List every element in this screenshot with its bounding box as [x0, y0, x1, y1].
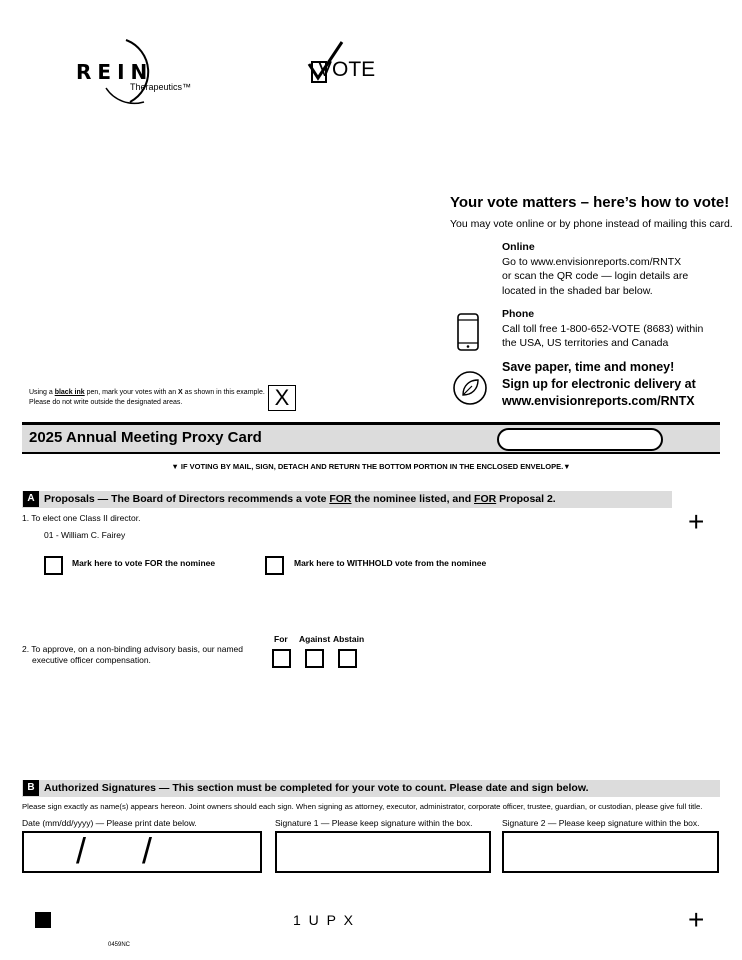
rein-subtitle: Therapeutics™: [130, 82, 192, 92]
login-oval: [497, 428, 663, 451]
online-line-1: Go to www.envisionreports.com/RNTX: [502, 255, 682, 268]
item-2-line-2: executive officer compensation.: [32, 655, 151, 665]
vote-wordmark: VOTE: [318, 58, 376, 81]
save-line-3: www.envisionreports.com/RNTX: [502, 394, 695, 408]
vote-headline: Your vote matters – here’s how to vote!: [450, 194, 730, 211]
section-a-letter: A: [23, 491, 39, 507]
vote-subline: You may vote online or by phone instead of mailing this card.: [450, 218, 733, 230]
signature-instructions: Please sign exactly as name(s) appears hereon. Joint owners should each sign. When signing as attorney, executor, administrator, corporate officer, trustee, guardian, or custodian, please give full title.: [22, 802, 703, 811]
marking-line-1: Using a black ink pen, mark your votes with an X as shown in this example.: [29, 389, 265, 396]
registration-square: [35, 912, 51, 928]
date-separator-1: /: [76, 830, 87, 871]
proposal-2-for-checkbox[interactable]: [272, 649, 291, 668]
date-separator-2: /: [142, 830, 153, 871]
save-line-1: Save paper, time and money!: [502, 360, 675, 374]
item-2-line-1: 2. To approve, on a non-binding advisory basis, our named: [22, 644, 243, 654]
section-a-title: Proposals — The Board of Directors recommends a vote FOR the nominee listed, and FOR Proposal 2.: [44, 493, 556, 505]
item-1-label: 1. To elect one Class II director.: [22, 513, 141, 523]
signature-1-label: Signature 1 — Please keep signature within the box.: [275, 818, 473, 828]
section-b-title: Authorized Signatures — This section must be completed for your vote to count. Please date and sign below.: [44, 782, 589, 794]
card-title: 2025 Annual Meeting Proxy Card: [29, 429, 262, 446]
save-block: [502, 359, 696, 410]
section-b-letter: B: [23, 780, 39, 796]
col-against-label: Against: [299, 634, 331, 644]
withhold-nominee-checkbox[interactable]: [265, 556, 284, 575]
leaf-icon: [452, 370, 488, 406]
item-2-label: [22, 644, 243, 666]
form-id: 0459NC: [108, 942, 131, 948]
plus-mark-bottom: +: [688, 904, 705, 935]
phone-block: [502, 307, 703, 351]
col-for-label: For: [274, 634, 288, 644]
proposal-2-against-checkbox[interactable]: [305, 649, 324, 668]
online-line-2: or scan the QR code — login details are: [502, 270, 689, 282]
online-block: [502, 240, 688, 298]
vote-for-nominee-checkbox[interactable]: [44, 556, 63, 575]
marking-line-2: Please do not write outside the designated areas.: [29, 399, 183, 406]
vote-logo: [306, 40, 386, 84]
plus-mark-top: +: [688, 506, 705, 537]
phone-line-1: Call toll free 1-800-652-VOTE (8683) within: [502, 322, 704, 335]
save-line-2: Sign up for electronic delivery at: [502, 377, 696, 391]
rein-logo: [70, 38, 210, 108]
marking-instructions: [29, 388, 265, 408]
proposal-2-abstain-checkbox[interactable]: [338, 649, 357, 668]
example-mark-box: [268, 385, 296, 411]
phone-title: Phone: [502, 308, 535, 320]
withhold-nominee-label: Mark here to WITHHOLD vote from the nominee: [294, 558, 487, 568]
example-mark: X: [274, 385, 290, 410]
nominee-name: 01 - William C. Fairey: [44, 530, 126, 540]
form-code: 1 U P X: [293, 912, 355, 928]
online-line-3: located in the shaded bar below.: [502, 284, 653, 297]
signature-2-label: Signature 2 — Please keep signature within the box.: [502, 818, 700, 828]
rein-wordmark: REIN: [76, 60, 154, 84]
signature-1-input[interactable]: [275, 831, 491, 873]
phone-line-2: the USA, US territories and Canada: [502, 337, 669, 349]
signature-2-input[interactable]: [502, 831, 719, 873]
header-rule-bottom: [22, 452, 720, 454]
detach-notice: ▼ IF VOTING BY MAIL, SIGN, DETACH AND RETURN THE BOTTOM PORTION IN THE ENCLOSED ENVELOPE.▼: [171, 462, 571, 471]
col-abstain-label: Abstain: [333, 634, 365, 644]
phone-icon: [455, 312, 481, 352]
vote-for-nominee-label: Mark here to vote FOR the nominee: [72, 558, 216, 568]
date-input[interactable]: [22, 831, 262, 873]
date-label: Date (mm/dd/yyyy) — Please print date below.: [22, 818, 197, 828]
online-title: Online: [502, 241, 535, 253]
